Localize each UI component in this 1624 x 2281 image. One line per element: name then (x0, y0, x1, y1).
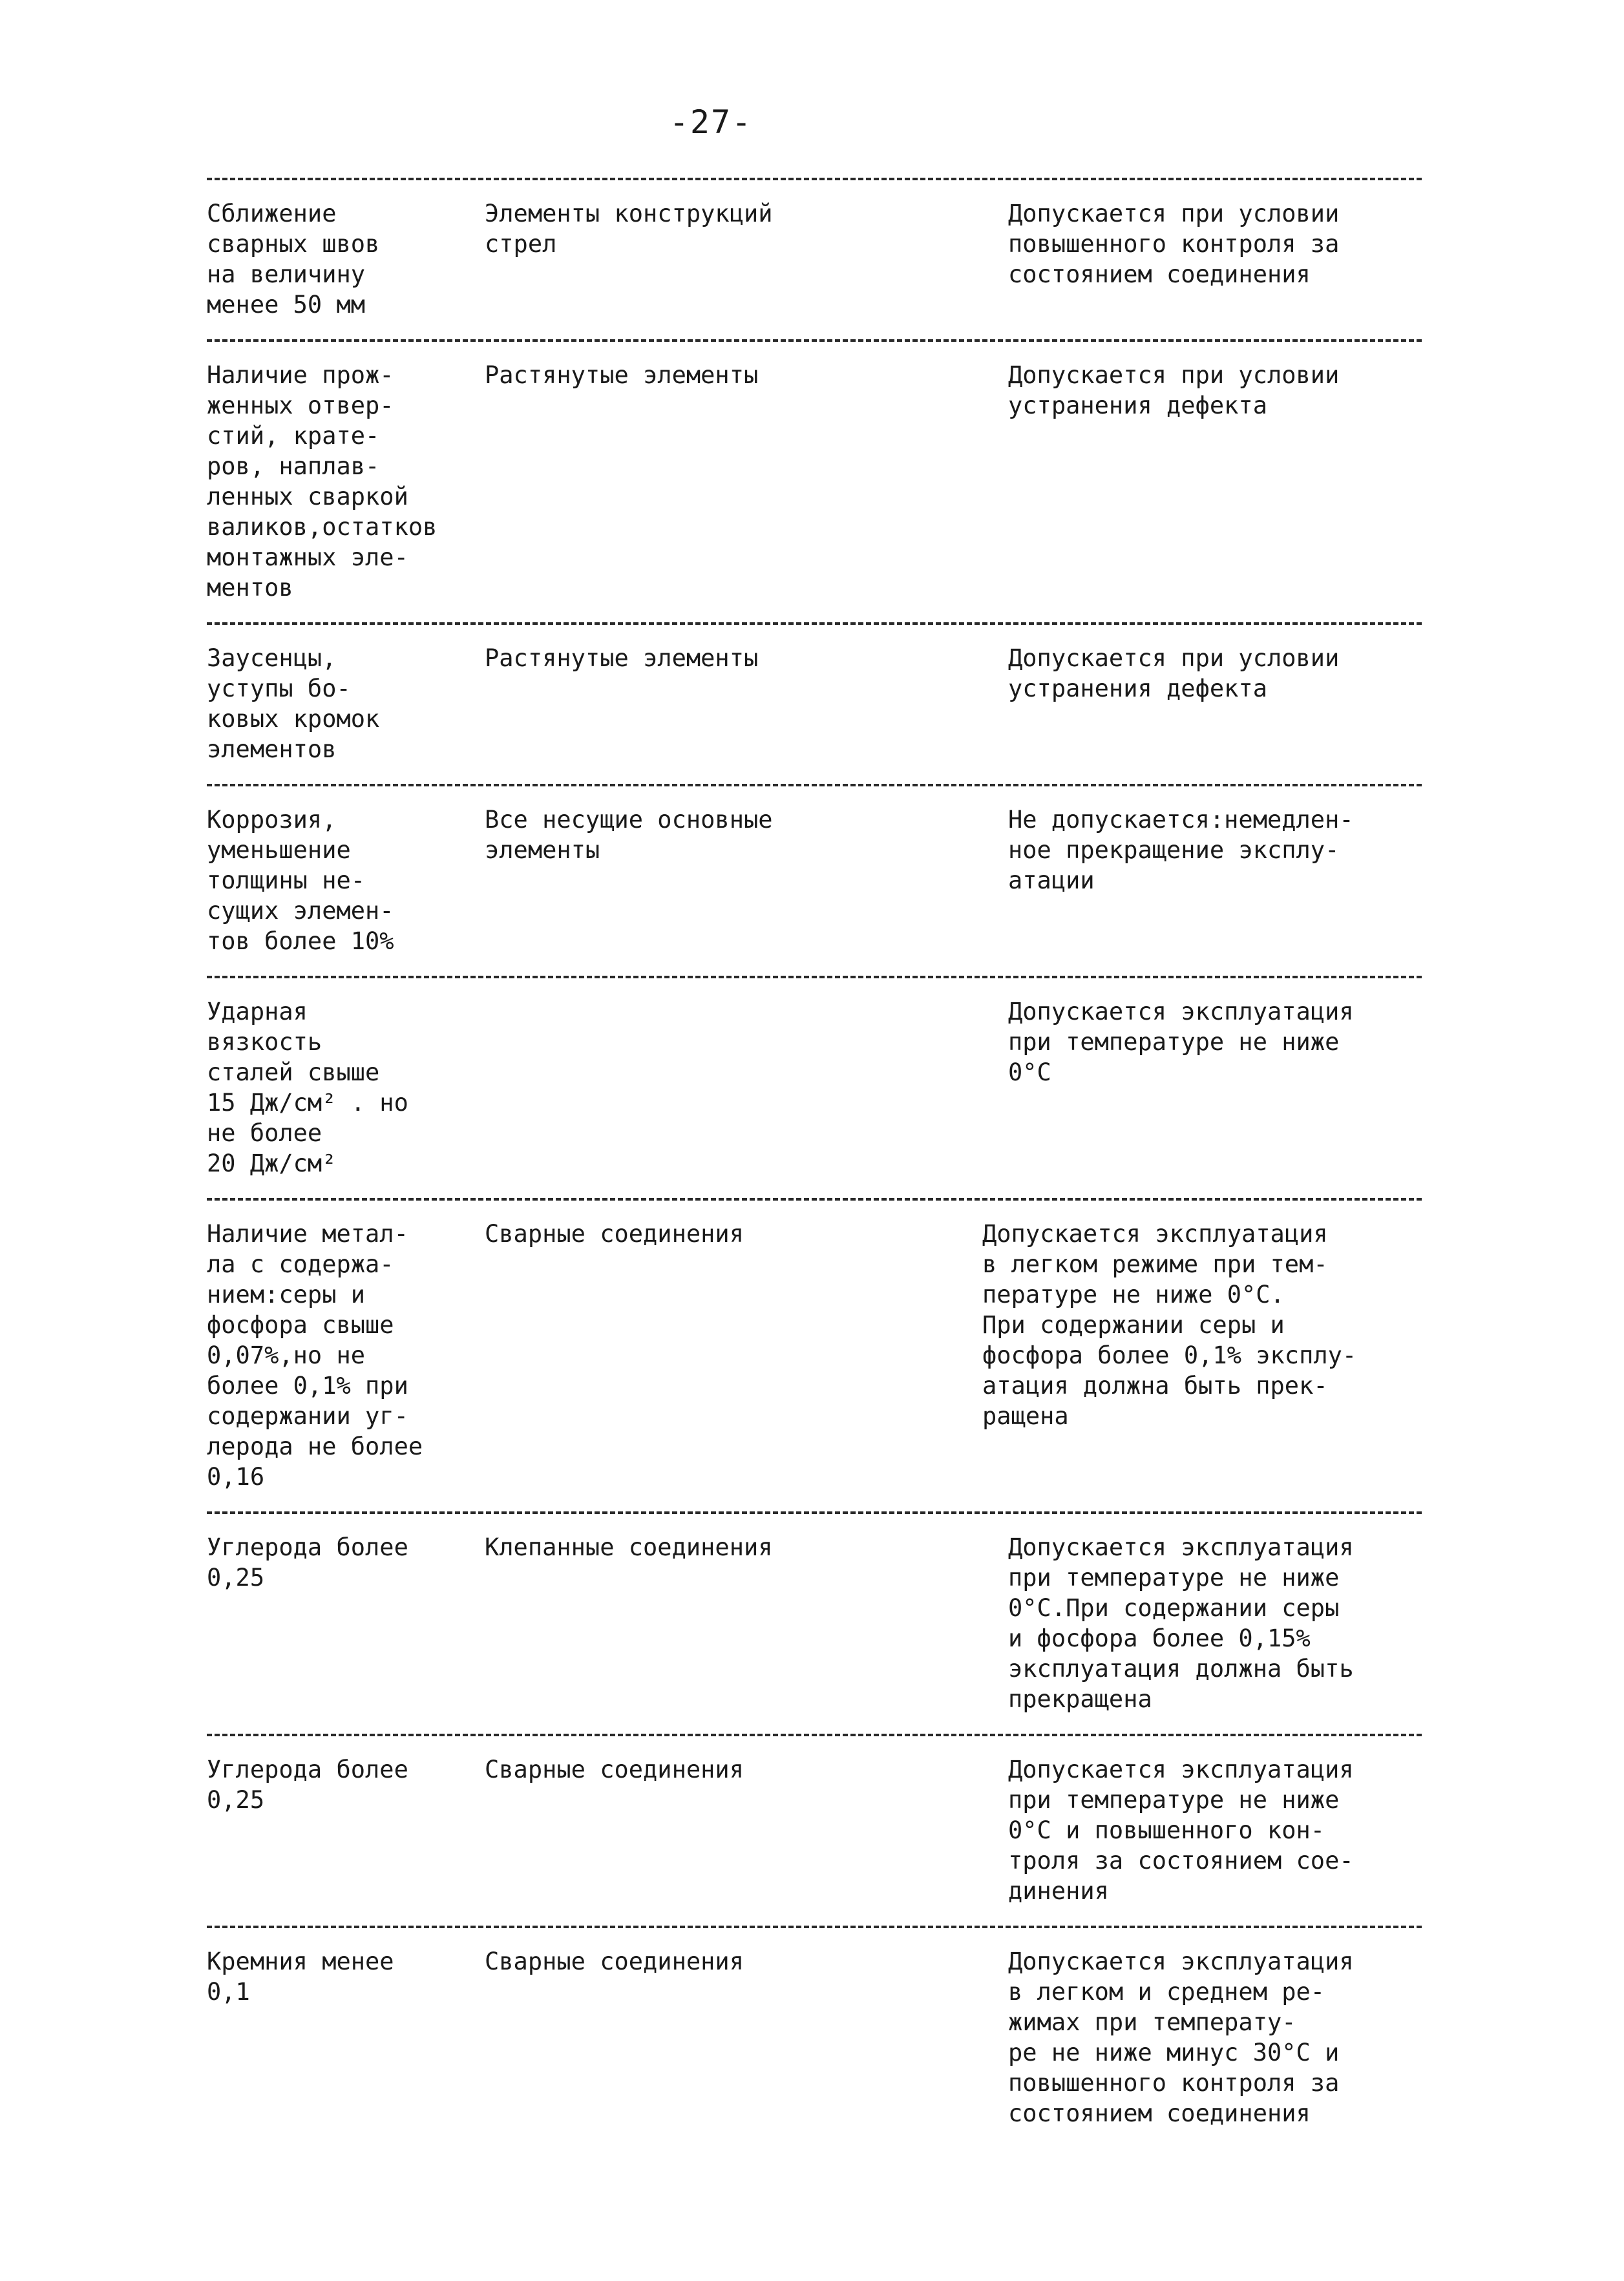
defects-table (207, 178, 1422, 2148)
table-row (207, 625, 1422, 784)
decision-cell: Допускается эксплуатация при температуре не ниже 0°С (1008, 998, 1354, 1086)
defect-cell: Ударная вязкость сталей свыше 15 Дж/см² . но не более 20 Дж/см² (207, 998, 408, 1177)
table-row (207, 1736, 1422, 1926)
decision-cell: Допускается при условии устранения дефекта (1008, 361, 1340, 419)
table-row (207, 1201, 1422, 1511)
element-cell: Растянутые элементы (485, 361, 759, 389)
table-row (207, 1928, 1422, 2148)
defect-cell: Заусенцы, уступы бо- ковых кромок элементов (207, 644, 380, 763)
decision-cell: Допускается эксплуатация в легком режиме при тем- пературе не ниже 0°С. При содержании серы и фосфора более 0,1% эксплу- атация должна быть прек- ращена (982, 1220, 1357, 1430)
defect-cell: Наличие прож- женных отвер- стий, крате- ров, наплав- ленных сваркой валиков,остатков монтажных эле- ментов (207, 361, 438, 602)
defect-cell: Углерода более 0,25 (207, 1756, 408, 1814)
element-cell: Сварные соединения (485, 1948, 744, 1975)
defect-cell: Сближение сварных швов на величину менее 50 мм (207, 200, 380, 319)
decision-cell: Допускается эксплуатация при температуре не ниже 0°С и повышенного кон- троля за состоянием сое- динения (1008, 1756, 1354, 1905)
decision-cell: Допускается при условии устранения дефекта (1008, 644, 1340, 702)
table-row (207, 1514, 1422, 1734)
element-cell: Сварные соединения (485, 1756, 744, 1783)
decision-cell: Допускается эксплуатация при температуре не ниже 0°С.При содержании серы и фосфора более 0,15% эксплуатация должна быть прекращена (1008, 1533, 1354, 1713)
defect-cell: Углерода более 0,25 (207, 1533, 408, 1592)
decision-cell: Не допускается:немедлен- ное прекращение эксплу- атации (1008, 806, 1354, 894)
element-cell: Сварные соединения (485, 1220, 744, 1248)
defect-cell: Наличие метал- ла с содержа- нием:серы и фосфора свыше 0,07%,но не более 0,1% при содержании уг- лерода не более 0,16 (207, 1220, 423, 1491)
table-row (207, 978, 1422, 1198)
defect-cell: Коррозия, уменьшение толщины не- сущих элемен- тов более 10% (207, 806, 394, 955)
element-cell: Растянутые элементы (485, 644, 759, 672)
element-cell: Клепанные соединения (485, 1533, 773, 1561)
page-number: -27- (669, 103, 753, 141)
defect-cell: Кремния менее 0,1 (207, 1948, 394, 2006)
table-row (207, 786, 1422, 976)
element-cell: Все несущие основные элементы (485, 806, 773, 864)
table-row (207, 180, 1422, 339)
table-row (207, 342, 1422, 622)
decision-cell: Допускается эксплуатация в легком и среднем ре- жимах при температу- ре не ниже минус 30°С и повышенного контроля за состоянием соединения (1008, 1948, 1354, 2127)
element-cell: Элементы конструкций стрел (485, 200, 773, 258)
decision-cell: Допускается при условии повышенного контроля за состоянием соединения (1008, 200, 1340, 288)
